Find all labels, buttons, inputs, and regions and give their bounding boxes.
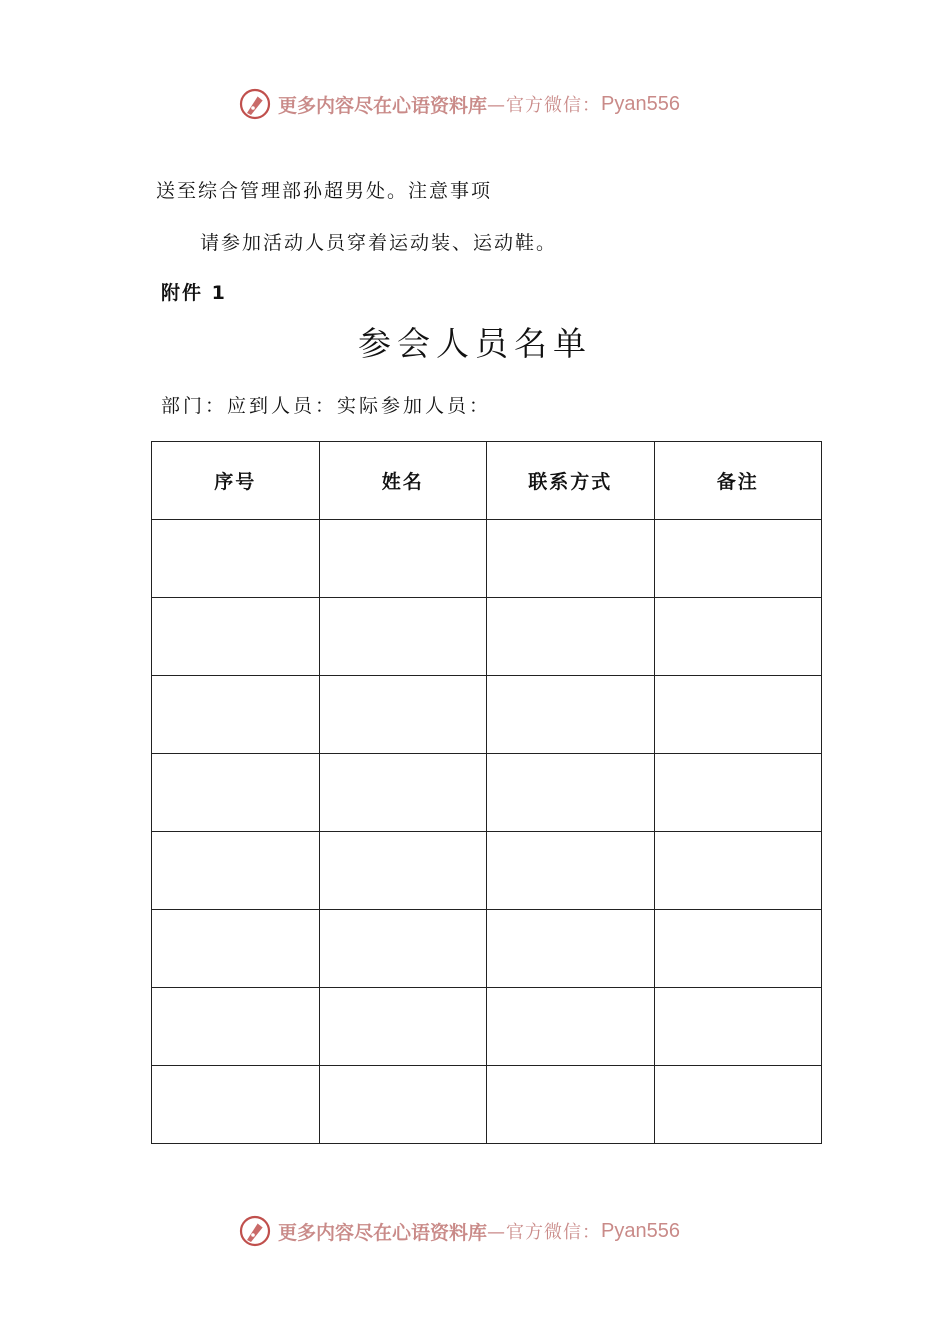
table-cell xyxy=(487,1066,655,1144)
table-cell xyxy=(487,598,655,676)
header-serial-number: 序号 xyxy=(152,442,320,520)
table-cell xyxy=(487,754,655,832)
table-cell xyxy=(654,832,822,910)
table-cell xyxy=(152,832,320,910)
body-line-notice: 送至综合管理部孙超男处。注意事项 xyxy=(156,180,493,202)
table-cell xyxy=(319,910,487,988)
header-remarks: 备注 xyxy=(654,442,822,520)
table-cell xyxy=(654,598,822,676)
table-cell xyxy=(654,754,822,832)
table-row xyxy=(152,520,822,598)
table-cell xyxy=(487,520,655,598)
table-cell xyxy=(654,1066,822,1144)
header-name: 姓名 xyxy=(319,442,487,520)
table-cell xyxy=(319,1066,487,1144)
table-row xyxy=(152,754,822,832)
watermark-text-wechat-id: Pyan556 xyxy=(601,1219,680,1242)
table-cell xyxy=(319,520,487,598)
table-cell xyxy=(152,520,320,598)
table-cell xyxy=(152,910,320,988)
table-cell xyxy=(152,598,320,676)
table-cell xyxy=(152,1066,320,1144)
table-cell xyxy=(487,988,655,1066)
watermark-text-wechat-label: —官方微信： xyxy=(487,1222,602,1243)
table-cell xyxy=(319,676,487,754)
table-cell xyxy=(654,520,822,598)
table-cell xyxy=(319,988,487,1066)
pen-nib-logo-icon xyxy=(238,1214,272,1248)
department-line: 部门：应到人员：实际参加人员： xyxy=(161,395,492,417)
table-cell xyxy=(487,910,655,988)
table-cell xyxy=(319,832,487,910)
table-cell xyxy=(487,676,655,754)
page-title: 参会人员名单 xyxy=(358,324,592,363)
watermark-text-site: 更多内容尽在心语资料库 xyxy=(278,94,488,117)
table-row xyxy=(152,988,822,1066)
watermark-banner-top xyxy=(238,86,680,122)
attachment-label: 附件 1 xyxy=(161,282,227,304)
body-line-dress-code: 请参加活动人员穿着运动装、运动鞋。 xyxy=(200,232,558,254)
attendee-table xyxy=(151,441,822,1144)
table-cell xyxy=(152,676,320,754)
pen-nib-logo-icon xyxy=(238,87,272,121)
table-row xyxy=(152,598,822,676)
table-cell xyxy=(319,598,487,676)
table-row xyxy=(152,832,822,910)
watermark-banner-bottom xyxy=(238,1213,680,1249)
header-contact: 联系方式 xyxy=(487,442,655,520)
watermark-text-wechat-label: —官方微信： xyxy=(487,95,602,116)
table-row xyxy=(152,910,822,988)
table-cell xyxy=(319,754,487,832)
watermark-text-wechat-id: Pyan556 xyxy=(601,92,680,115)
table-header-row xyxy=(152,442,822,520)
table-cell xyxy=(152,988,320,1066)
table-row xyxy=(152,676,822,754)
table-cell xyxy=(487,832,655,910)
table-row xyxy=(152,1066,822,1144)
table-cell xyxy=(152,754,320,832)
table-cell xyxy=(654,676,822,754)
watermark-text-site: 更多内容尽在心语资料库 xyxy=(278,1221,488,1244)
table-cell xyxy=(654,910,822,988)
table-cell xyxy=(654,988,822,1066)
